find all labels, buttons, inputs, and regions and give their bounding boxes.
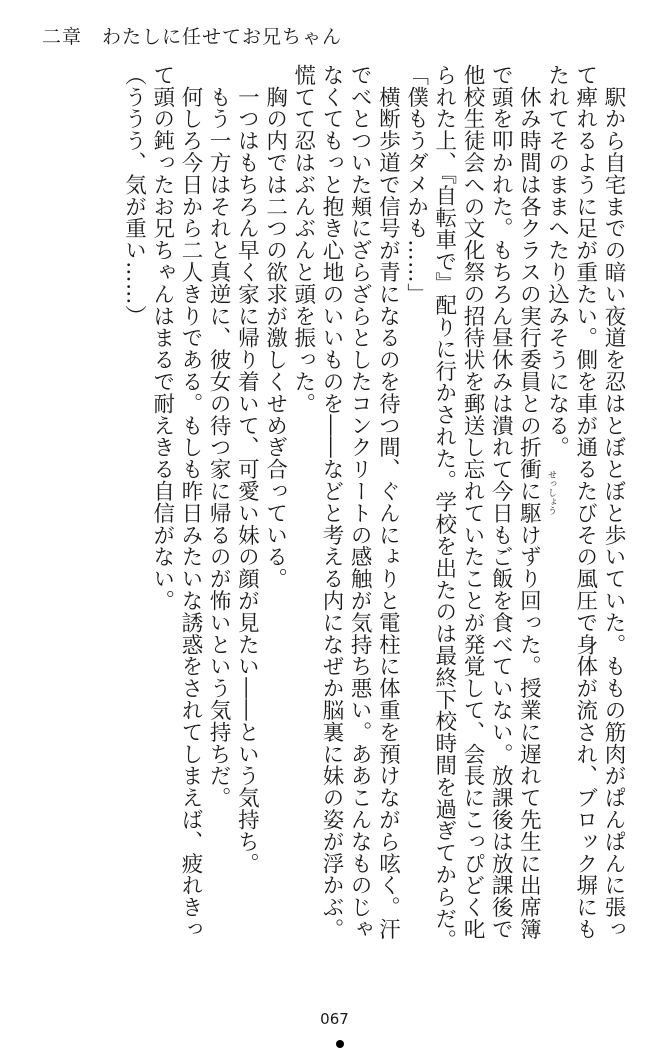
ruby-annotation: せっしょう xyxy=(546,470,556,515)
text-line: たれてそのままへたり込みそうになる。 xyxy=(544,64,570,459)
text-line: られた上、『自転車で』配りに行かされた。学校を出たのは最終下校時間を過ぎてからだ。 xyxy=(431,64,457,952)
text-line: 休み時間は各クラスの実行委員との折衝に駆けずり回った。授業に遅れて先生に出席簿 xyxy=(516,64,542,940)
text-line: 慌てて忍はぶんぶんと頭を振った。 xyxy=(290,64,316,415)
text-line: で頭を叩かれた。もちろん昼休みは潰れて今日もご飯を食べていない。放課後は放課後で xyxy=(488,64,514,940)
page-dot-marker xyxy=(336,1040,344,1048)
text-line: 横断歩道で信号が青になるのを待つ間、ぐんにょりと電柱に体重を預けながら呟く。汗 xyxy=(375,64,401,940)
text-line: もう一方はそれと真逆に、彼女の待つ家に帰るのが怖いという気持ちだ。 xyxy=(206,64,232,809)
text-line: て頭の鈍ったお兄ちゃんはまるで耐えきる自信がない。 xyxy=(149,64,175,612)
running-header: 二章 わたしに任せてお兄ちゃん xyxy=(42,26,343,48)
text-line: 「僕もうダメかも……」 xyxy=(403,64,429,305)
text-line: なくてもっと抱き心地のいいものを――などと考える内になぜか脳裏に妹の姿が浮かぶ。 xyxy=(318,64,344,940)
text-line: 一つはもちろん早く家に帰り着いて、可愛い妹の顔が見たい――という気持ち。 xyxy=(234,64,260,875)
text-line: 胸の内では二つの欲求が激しくせめぎ合っている。 xyxy=(262,64,288,590)
text-line: （ううう、気が重い……） xyxy=(121,64,147,327)
body-text xyxy=(119,64,627,1024)
text-line: 他校生徒会への文化祭の招待状を郵送し忘れていたことが発覚して、会長にこっぴどく叱 xyxy=(459,64,485,940)
text-line: 駅から自宅までの暗い夜道を忍はとぼとぼと歩いていた。ももの筋肉がぱんぱんに張っ xyxy=(601,64,626,940)
page-number: 067 xyxy=(320,1010,349,1028)
text-line: でべとついた頬にざらざらとしたコンクリートの感触が気持ち悪い。ああこんなものじゃ xyxy=(347,64,373,940)
text-line: 何しろ今日から二人きりである。もしも昨日みたいな誘惑をされてしまえば、疲れきっ xyxy=(177,64,203,940)
text-line: て痺れるように足が重たい。側を車が通るたびその風圧で身体が流され、ブロック塀にも xyxy=(572,64,598,940)
